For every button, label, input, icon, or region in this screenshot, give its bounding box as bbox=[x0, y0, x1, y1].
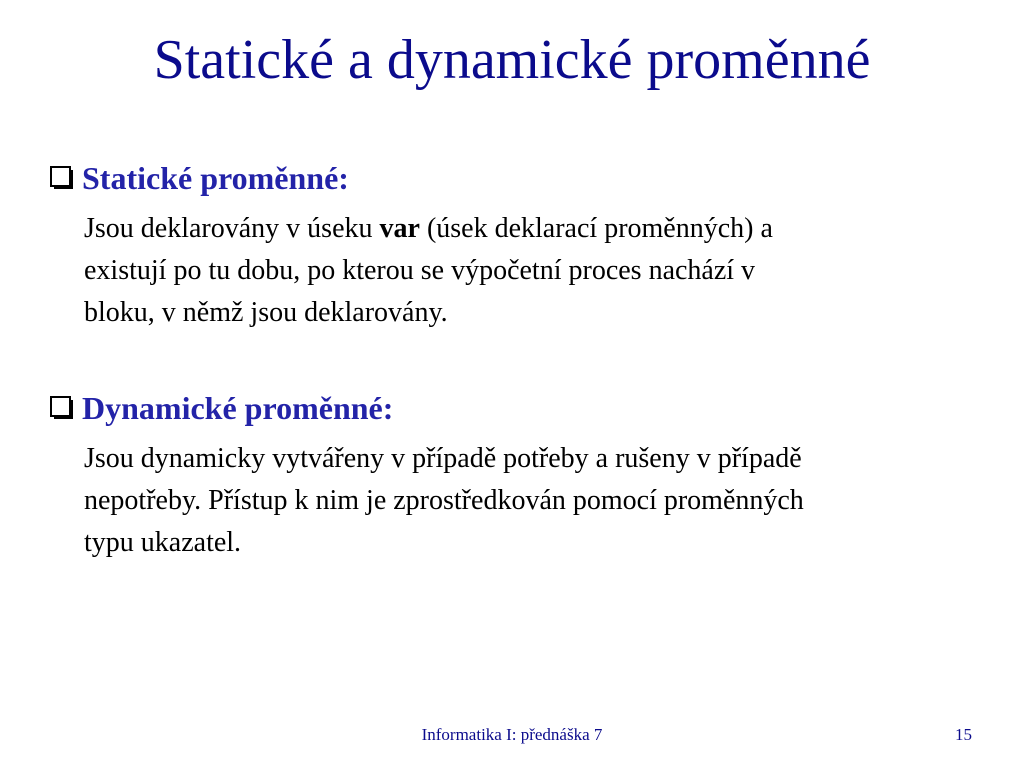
section-heading-static bbox=[48, 158, 349, 198]
section-heading-dynamic bbox=[48, 388, 393, 428]
checkbox-icon bbox=[48, 394, 76, 422]
body-line: Jsou deklarovány v úseku var (úsek deklarací proměnných) a bbox=[84, 213, 773, 244]
footer-text: Informatika I: přednáška 7 bbox=[421, 725, 603, 744]
body-line: Jsou dynamicky vytvářeny v případě potřeby a rušeny v případě bbox=[84, 443, 802, 474]
keyword-var: var bbox=[379, 213, 420, 244]
section-body-static bbox=[84, 208, 984, 334]
body-line: typu ukazatel. bbox=[84, 527, 242, 558]
body-line: existují po tu dobu, po kterou se výpočetní proces nachází v bbox=[84, 255, 756, 286]
checkbox-icon bbox=[48, 164, 76, 192]
body-line: nepotřeby. Přístup k nim je zprostředkován pomocí proměnných bbox=[84, 485, 804, 516]
slide-title: Statické a dynamické proměnné bbox=[153, 29, 871, 91]
section-body-dynamic bbox=[84, 438, 984, 564]
body-line: bloku, v němž jsou deklarovány. bbox=[84, 297, 448, 328]
page-number: 15 bbox=[955, 725, 972, 744]
section-heading-label: Dynamické proměnné: bbox=[82, 389, 394, 426]
section-heading-label: Statické proměnné: bbox=[82, 159, 349, 196]
